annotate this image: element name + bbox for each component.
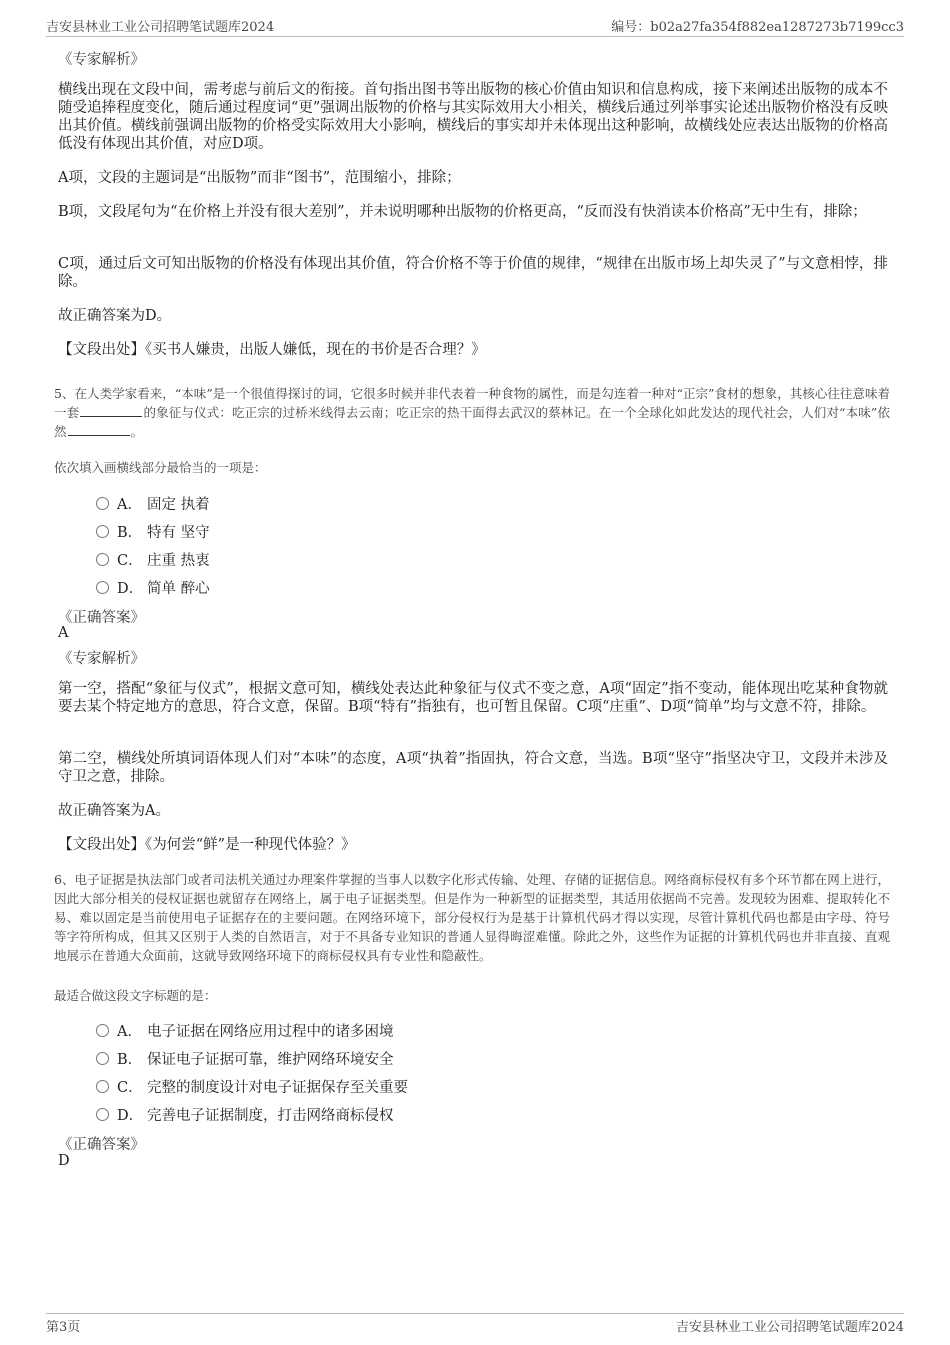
radio-icon[interactable] bbox=[96, 525, 109, 538]
q6-option-d[interactable]: D． 完善电子证据制度，打击网络商标侵权 bbox=[96, 1104, 394, 1124]
q5-analysis-p1: 第一空，搭配“象征与仪式”，根据文意可知，横线处表达此种象征与仪式不变之意，A项“固定”指不变动，能体现出吃某种食物就要去某个特定地方的意思，符合文意，保留。B项“特有”指独有，也可暂且保留。C项“庄重”、D项“简单”均与文意不符，排除。 bbox=[58, 681, 888, 715]
q5-blank-2 bbox=[68, 423, 130, 436]
q5-option-c[interactable]: C． 庄重 热衷 bbox=[96, 549, 210, 569]
q6-option-c[interactable]: C． 完整的制度设计对电子证据保存至关重要 bbox=[96, 1076, 408, 1096]
page-header bbox=[46, 16, 904, 37]
q6-prompt: 最适合做这段文字标题的是： bbox=[54, 988, 217, 1003]
header-title: 吉安县林业工业公司招聘笔试题库2024 bbox=[46, 20, 275, 35]
prev-analysis-p3: B项，文段尾句为“在价格上并没有很大差别”，并未说明哪种出版物的价格更高，“反而没有快消读本价格高”无中生有，排除； bbox=[58, 204, 867, 220]
q5-answer-label: 《正确答案》 bbox=[58, 610, 145, 626]
q5-analysis-p2: 第二空，横线处所填词语体现人们对“本味”的态度，A项“执着”指固执，符合文意，当选。B项“坚守”指坚决守卫，文段并未涉及守卫之意，排除。 bbox=[58, 751, 888, 785]
q5-source: 【文段出处】《为何尝“鲜”是一种现代体验？》 bbox=[58, 837, 356, 853]
prev-analysis-conclusion: 故正确答案为D。 bbox=[58, 308, 172, 324]
q5-stem bbox=[54, 384, 890, 441]
footer-title: 吉安县林业工业公司招聘笔试题库2024 bbox=[675, 1320, 904, 1335]
radio-icon[interactable] bbox=[96, 1052, 109, 1065]
radio-icon[interactable] bbox=[96, 1080, 109, 1093]
page-number: 第3页 bbox=[46, 1320, 81, 1335]
q5-stem-part-1: 5、在人类学家看来，“本味”是一个很值得探讨的词，它很多时候并非代表着一种食物的属性，而是勾连着一种对“正宗”食材的想象，其核心往往意味着一套 bbox=[54, 386, 890, 420]
prev-analysis-p1: 横线出现在文段中间，需考虑与前后文的衔接。首句指出图书等出版物的核心价值由知识和信息构成，接下来阐述出版物的成本不随受追捧程度变化，随后通过程度词“更”强调出版物的价格与其实际效用大小相关，横线后通过列举事实论述出版物价格没有反映出其价值。横线前强调出版物的价格受实际效用大小影响，横线后的事实却并未体现出这种影响，故横线处应表达出版物的价格高低没有体现出其价值，对应D项。 bbox=[58, 82, 888, 152]
q5-blank-1 bbox=[80, 404, 142, 417]
prev-analysis-p4: C项，通过后文可知出版物的价格没有体现出其价值，符合价格不等于价值的规律，“规律在出版市场上却失灵了”与文意相悖，排除。 bbox=[58, 256, 888, 290]
page-footer bbox=[46, 1313, 904, 1336]
radio-icon[interactable] bbox=[96, 553, 109, 566]
q5-option-a[interactable]: A． 固定 执着 bbox=[96, 493, 210, 513]
q5-stem-part-3: 。 bbox=[130, 424, 144, 439]
q5-analysis-label: 《专家解析》 bbox=[58, 651, 145, 667]
q5-prompt: 依次填入画横线部分最恰当的一项是： bbox=[54, 460, 267, 475]
radio-icon[interactable] bbox=[96, 1024, 109, 1037]
header-doc-id: 编号：b02a27fa354f882ea1287273b7199cc3 bbox=[611, 20, 904, 35]
q5-option-b[interactable]: B． 特有 坚守 bbox=[96, 521, 210, 541]
radio-icon[interactable] bbox=[96, 1108, 109, 1121]
q6-answer: D bbox=[58, 1153, 70, 1169]
q5-stem-part-2: 的象征与仪式：吃正宗的过桥米线得去云南；吃正宗的热干面得去武汉的蔡林记。在一个全球化如此发达的现代社会，人们对“本味”依然 bbox=[54, 405, 890, 439]
q5-answer: A bbox=[58, 625, 69, 641]
q6-option-b[interactable]: B． 保证电子证据可靠，维护网络环境安全 bbox=[96, 1048, 394, 1068]
prev-source: 【文段出处】《买书人嫌贵，出版人嫌低，现在的书价是否合理？》 bbox=[58, 342, 486, 358]
prev-analysis-p2: A项，文段的主题词是“出版物”而非“图书”，范围缩小，排除； bbox=[58, 170, 461, 186]
radio-icon[interactable] bbox=[96, 581, 109, 594]
radio-icon[interactable] bbox=[96, 497, 109, 510]
prev-analysis-label: 《专家解析》 bbox=[58, 52, 145, 68]
q5-analysis-conclusion: 故正确答案为A。 bbox=[58, 803, 170, 819]
q6-stem: 6、电子证据是执法部门或者司法机关通过办理案件掌握的当事人以数字化形式传输、处理、存储的证据信息。网络商标侵权有多个环节都在网上进行，因此大部分相关的侵权证据也就留存在网络上，属于电子证据类型。但是作为一种新型的证据类型，其适用依据尚不完善。发现较为困难、提取转化不易、难以固定是当前使用电子证据存在的主要问题。在网络环境下，部分侵权行为是基于计算机代码才得以实现，尽管计算机代码也都是由字母、符号等字符所构成，但其又区别于人类的自然语言，对于不具备专业知识的普通人显得晦涩难懂。除此之外，这些作为证据的计算机代码也并非直接、直观地展示在普通大众面前，这就导致网络环境下的商标侵权具有专业性和隐蔽性。 bbox=[54, 872, 890, 963]
q6-option-a[interactable]: A． 电子证据在网络应用过程中的诸多困境 bbox=[96, 1020, 394, 1040]
q5-option-d[interactable]: D． 简单 醉心 bbox=[96, 577, 210, 597]
q6-answer-label: 《正确答案》 bbox=[58, 1137, 145, 1153]
